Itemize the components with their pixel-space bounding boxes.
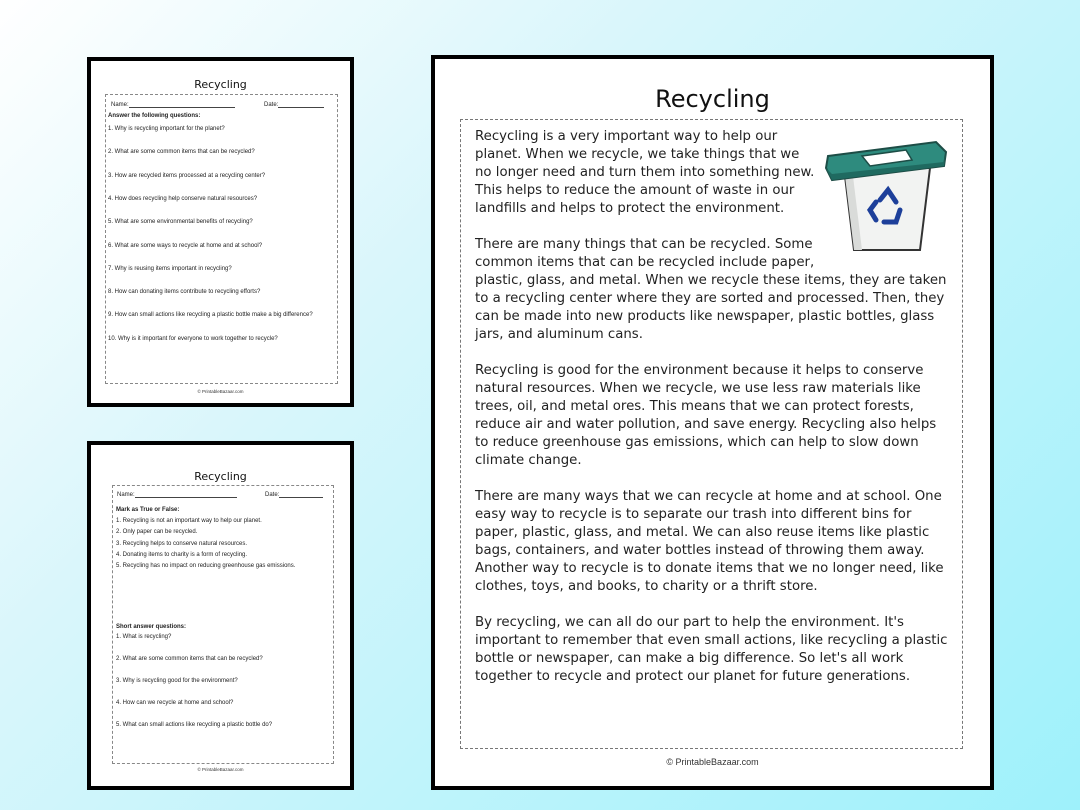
- worksheet-footer: © PrintableBazaar.com: [197, 389, 244, 394]
- passage-paragraph: There are many ways that we can recycle at home and at school. One easy way to recycle is to separate our trash into different bins for paper, plastic, glass, and metal. We can also reuse items like plastic bags, containers, and water bottles instead of throwing them away. Another way to recycle is to donate items that we no longer need, like clothes, toys, and books, to charity or a thrift store.: [475, 489, 944, 594]
- passage-text: [475, 128, 950, 704]
- date-field: Date:: [265, 491, 323, 498]
- true-false-item: 1. Recycling is not an important way to help our planet.: [116, 518, 262, 524]
- worksheet-footer: © PrintableBazaar.com: [197, 767, 244, 772]
- passage-paragraph: Recycling is a very important way to help our planet. When we recycle, we take things that we no longer need and turn them into something new. This helps to reduce the amount of waste in our landfills and helps to protect the environment.: [475, 129, 815, 216]
- name-field: Name:: [111, 101, 235, 108]
- true-false-item: 3. Recycling helps to conserve natural resources.: [116, 540, 248, 547]
- question-item: 10. Why is it important for everyone to work together to recycle?: [108, 335, 278, 342]
- short-answer-item: 4. How can we recycle at home and school?: [116, 700, 234, 706]
- short-answer-heading: Short answer questions:: [116, 624, 187, 630]
- true-false-item: 2. Only paper can be recycled.: [116, 529, 198, 536]
- true-false-heading: Mark as True or False:: [116, 507, 180, 513]
- question-item: 5. What are some environmental benefits of recycling?: [108, 219, 253, 226]
- questions-worksheet-thumbnail[interactable]: [87, 57, 354, 407]
- question-item: 7. Why is reusing items important in recycling?: [108, 265, 232, 272]
- short-answer-item: 5. What can small actions like recycling a plastic bottle do?: [116, 722, 273, 728]
- passage-frame: [460, 119, 963, 749]
- true-false-item: 5. Recycling has no impact on reducing greenhouse gas emissions.: [116, 563, 296, 570]
- name-field: Name:: [117, 491, 237, 498]
- passage-paragraph: Recycling is good for the environment because it helps to conserve natural resources. When we recycle, we use less raw materials like trees, oil, and metal ores. This means that we can protect forests, reduce air and water pollution, and save energy. Recycling also helps to reduce greenhouse gas emissions, which can help to slow down climate change.: [475, 363, 937, 468]
- worksheet-frame: [105, 94, 338, 384]
- short-answer-item: 2. What are some common items that can be recycled?: [116, 656, 263, 662]
- worksheet-frame: [112, 485, 334, 764]
- reading-passage-sheet[interactable]: [431, 55, 994, 790]
- true-false-item: 4. Donating items to charity is a form of recycling.: [116, 551, 248, 558]
- questions-heading: Answer the following questions:: [108, 113, 201, 119]
- question-item: 8. How can donating items contribute to recycling efforts?: [108, 289, 261, 296]
- worksheet-title: Recycling: [194, 78, 247, 91]
- true-false-worksheet-thumbnail[interactable]: [87, 441, 354, 790]
- recycling-bin-icon: [824, 128, 950, 256]
- worksheet-title: Recycling: [194, 470, 247, 483]
- question-item: 2. What are some common items that can be recycled?: [108, 149, 255, 156]
- question-item: 3. How are recycled items processed at a recycling center?: [108, 172, 266, 179]
- passage-footer: © PrintableBazaar.com: [666, 757, 759, 767]
- question-item: 9. How can small actions like recycling a plastic bottle make a big difference?: [108, 312, 313, 319]
- short-answer-item: 3. Why is recycling good for the environment?: [116, 678, 238, 684]
- question-item: 6. What are some ways to recycle at home and at school?: [108, 242, 263, 249]
- question-item: 1. Why is recycling important for the planet?: [108, 126, 225, 132]
- date-field: Date:: [264, 101, 324, 108]
- passage-paragraph: By recycling, we can all do our part to help the environment. It's important to remember that even small actions, like recycling a plastic bottle or newspaper, can make a big difference. So let's all work together to recycle and protect our planet for future generations.: [475, 615, 948, 684]
- passage-paragraph: There are many things that can be recycled. Some common items that can be recycled include paper, plastic, glass, and metal. When we recycle these items, they are taken to a recycling center where they are sorted and processed. Then, they can be made into new products like newspaper, plastic bottles, glass jars, and aluminum cans.: [475, 237, 947, 342]
- question-item: 4. How does recycling help conserve natural resources?: [108, 195, 258, 202]
- short-answer-item: 1. What is recycling?: [116, 634, 172, 640]
- passage-title: Recycling: [655, 85, 770, 113]
